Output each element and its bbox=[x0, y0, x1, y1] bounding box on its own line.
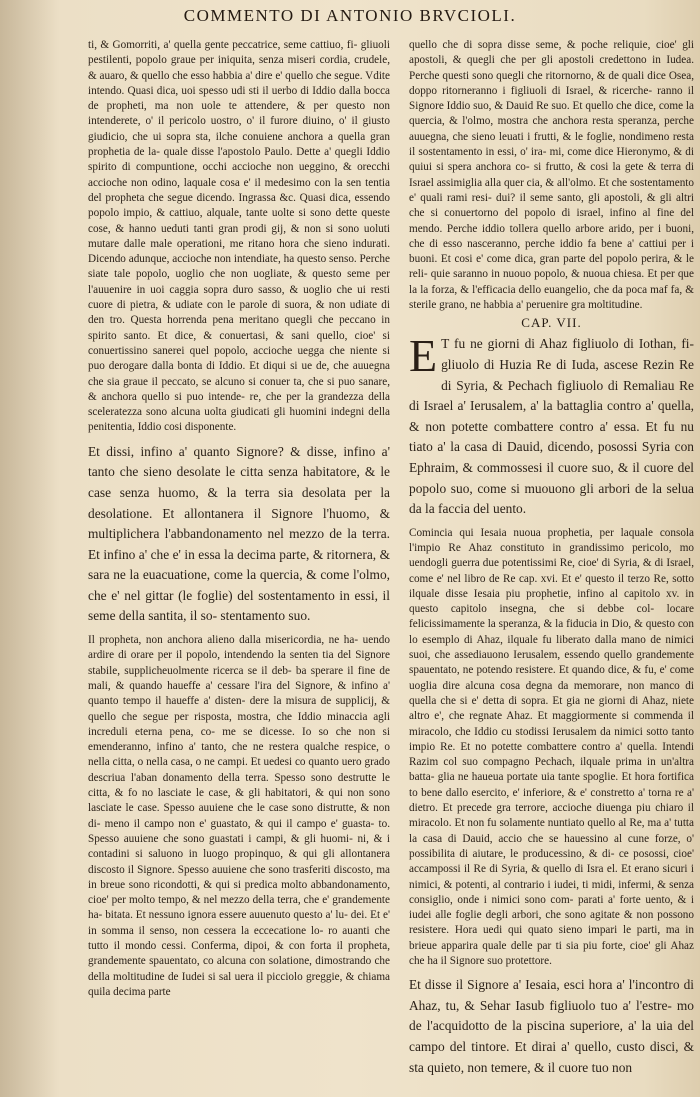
left-column bbox=[88, 38, 390, 1077]
chapter-heading: CAP. VII. bbox=[521, 315, 582, 331]
chapter-opening bbox=[409, 334, 694, 519]
commentary-paragraph-4: Comincia qui Iesaia nuoua prophetia, per laquale consola l'impio Re Ahaz constituto in grandissimo pericolo, mo uendogli guerra due potentissimi Re, cioe' di Syria, & di Israel, come e' nel libro de Re cap. xvi. Et e' questo il terzo Re, sotto ilquale disse Iesaia piu prophetie, infino al capitolo xv. in questo capitolo insegna, che si debbe col- locare felicissimamente la speranza, & la fiducia in Dio, & questo con lo esemplo di Ahaz, ilquale fu liberato dalla mano de nimici suoi, che assediauono Ierusalem, essendo quello grandemente spauentato, ne potendo resistere. Et quando dice, & fu, e' come uoglia dire alcuna cosa degna da memorare, non manco di quella che si e' detta di sopra. Et gia ne giorni di Ahaz, niete altro e', che regnate Ahaz. Et maggiormente si commenda il miracolo, che Iddio cu stodissi Ierusalem da nimici sotto tanto impio Re. Et no potette combattere contro a' quella. Intendi Razim col suo compagno Pechach, ilquale prima in un'altra batta- glia ne haueua portate uia tante spoglie. Et hora fortifica to bene dallo esercito, e' inferiore, & e' constretto a' torna re a' dietro. Et precede gra terrore, accioche diuenga piu chiaro il miracolo. Et non fu solamente nuntiato quello al Re, ma a' tutta la casa di Dauid, accio che se hauessino al cune forze, o' possibilita di aiutare, le producessino, & di- ce posossi, cioe' accampossi il Re di Syria, & quello di Isra el. Et erano sicuri i nimici, & potenti, al contrario i iudei, ti midi, infermi, & senza consiglio, onde i nimici sono com- parati a' forte uento, & i iudei alle foglie degli arbori, che sono agitate & non possono resistere. Hora uedi qui quato sieno impari le parti, ma in brieue apparira quale delle par ti sia piu forte, cioe' gli Ahaz che ha il Signore suo protettore. bbox=[409, 526, 694, 967]
commentary-paragraph-1: ti, & Gomorriti, a' quella gente peccatrice, seme cattiuo, fi- gliuoli pestilenti, popolo graue per iniquita, senza miseri cordia, crudele, & auaro, & quello che esso habbia a' dire e' quello che segue. Vdite intendo. Quasi dica, uoi spesso udi sti il uerbo di Iddio dalla bocca de propheti, ma non uole te attendere, & per questo non intenderete, o' il pericolo uostro, o' il furore diuino, o' il giusto giudicio, che ui sopra sta, ilche conuiene anchora a quella gran prophetia de la- quale disse l'apostolo Paulo. Dette a' quegli Iddio spirito di compuntione, occhi accioche non ueggino, & orecchi accioche non odino, laquale cosa e' il medesimo con la sen tentia del propheta che segue dicendo. Ingrassa &c. Quasi dica, essendo popolo impio, & cattiuo, alquale, tante uolte si sono dette queste cose, & hanno ueduti tanti gran prodi gij, & non si sono uoluti mutare dalle male operationi, me ritano hora che sieno indurati. Dicendo adunque, accioche non intendiate, ha questo senso. Perche siate tale popolo, uoglio che non uogliate, & questo seme per l'auuenire in uoi caggia sopra duro sasso, & uoglio che ui resti cuore di pietra, & udiate con le parole di suora, & non udiate di den tro. Questa horrenda pena meritano quegli che peccano in spirito santo. Et dice, & conuertasi, & sani quello, cioe' si conuertissino sanerei quel popolo, accioche uegga che niente si puo derogare dalla bonta di Iddio. Et diqui si ue de, che auuegna che sia graue il peccato, se alcuno si conuer ta, che si puo sanare, & anchora quello si puo intende- re, che per la grandezza della sceleratezza sono alcuna uolta giudicati gli huomini indegni della penitentia, Iddio cosi disponente. bbox=[88, 39, 390, 434]
scripture-paragraph-1: Et dissi, infino a' quanto Signore? & disse, infino a' tanto che sieno desolate le citta senza habitatore, & le case senza huomo, & la terra sia desolata per la desolatione. Et allontanera il Signore l'huomo, & multiplichera l'abbandonamento nel mezzo de la terra. Et infino a' che e' in essa la decima parte, & ritornera, & sara ne la euacuatione, come la quercia, & come l'olmo, che e' nel gittar (le foglie) del sostentamento in essi, il seme della santita, il so- stentamento suo. bbox=[88, 443, 390, 624]
decorated-initial: E bbox=[409, 334, 438, 382]
right-column bbox=[409, 38, 694, 1077]
gutter-shadow bbox=[0, 0, 60, 1097]
commentary-paragraph-3: quello che di sopra disse seme, & poche reliquie, cioe' gli apostoli, & quegli che per gli apostoli credettono in Iudea. Perche questi sono quegli che ritornorno, & de quali dice Osea, doppo ritorneranno i figliuoli di Israel, & ricerche- ranno il Signore Iddio suo, & Dauid Re suo. Et quello che dice, come la quercia, & l'olmo, mostra che anchora resta speranza, perche auuegna, che sieno leuati i frutti, & le foglie, nondimeno resta il sostentamento in essi, o' ira- mi, come dice Hieronymo, & di quiui si spera anchora co- si frutto, & cosi la gete & terra di Israel assimiglia alla quer cia, & all'olmo. Et che sostentamento e' quali rami resi- dui? il seme santo, gli apostoli, & gli altri che si conuertorno del popolo di israel, infino al fine del mendo. Perche iddio tollera quello arbore arido, per i buoni, che di esso nasceranno, perche iddio fa bene a' cattiui per i buoni. Et cosi e' come dica, gran parte del popolo perira, & le reli- quie saranno in nuouo popolo, & nuoua chiesa. Et per que la la forza, & l'efficacia dello euangelio, che da poca maf fa, & sterile grano, ne habbia a' peruenire gra moltitudine. bbox=[409, 39, 694, 312]
commentary-paragraph-2: Il propheta, non anchora alieno dalla misericordia, ne ha- uendo ardire di orare per il popolo, intendendo la senten tia del Signore stabile, supplicheuolmente ricerca se il deb- ba sperare il fine de mali, & quando haueffe a' cessare l'ira del Signore, & infino a' quanto tempo il haueffe a' disten- dere la misura de supplicij, & quello che segue per risposta, mostra, che Iddio minaccia agli increduli eterna pena, co- me se dicesse. Io so che non si emenderanno, infino a' tanto, che ne restera qualche respice, o nella citta, o nella casa, o ne campi. Et uedesi co quanto uero grado descriua l'aban donamento della terra. Spesso sono destrutte le citta, & fo no lasciate le case, & gli habitatori, & qui non sono lasciate le case. Spesso auuiene che le case sono distrutte, & non di- meno il campo non e' guastato, & qui il campo e' guasta- to. Spesso auuiene che sono guastati i campi, & gli huomi- ni, & i contadini si saluono in luogo propinquo, & qui gli allontanera discosto il Signore. Spesso auuiene che sono trasferiti discosto, ma in breue sono ricondotti, & qui si predica molto abbandonamento, cioe' per molto tempo, & nel mezzo della terra, che e' grandemente ha- bitata. Et nessuno ignora essere auuenuto questo a' lu- dei. Et e' in somma il senso, non cessera la eccecatione lo- ro auanti che tutto il mondo cessi. Conferma, dipoi, & con forta il propheta, grandemente spauentato, co alcuna con solatione, dimostrando che della moltitudine de Iudei si sal uera il picciolo greggie, & chiama quila decima parte bbox=[88, 634, 390, 998]
scripture-paragraph-3: Et disse il Signore a' Iesaia, esci hora a' l'incontro di Ahaz, tu, & Sehar Iasub figliuolo tuo a' l'estre- mo de l'acquidotto de la piscina superiore, a' la uia del campo del tintore. Et dirai a' quello, custo disci, & sta quieto, non temere, & il cuore tuo non bbox=[409, 977, 694, 1075]
running-head: COMMENTO DI ANTONIO BRVCIOLI. bbox=[183, 6, 517, 25]
scripture-paragraph-2: T fu ne giorni di Ahaz figliuolo di Iothan, fi- gliuolo di Huzia Re di Iuda, ascese Rezin Re di Syria, & Pechach figliuolo di Remaliau Re di Israel a' Ierusalem, a' la battaglia contro a' quella, & non potette combattere contro a' essa. Et fu nu tiato a' la casa di Dauid, dicendo, posossi Syria con Ephraim, & commossesi il cuore suo, & il cuore del popolo suo, come si muouono gli arbori de la selua da la faccia del uento. bbox=[409, 336, 694, 517]
